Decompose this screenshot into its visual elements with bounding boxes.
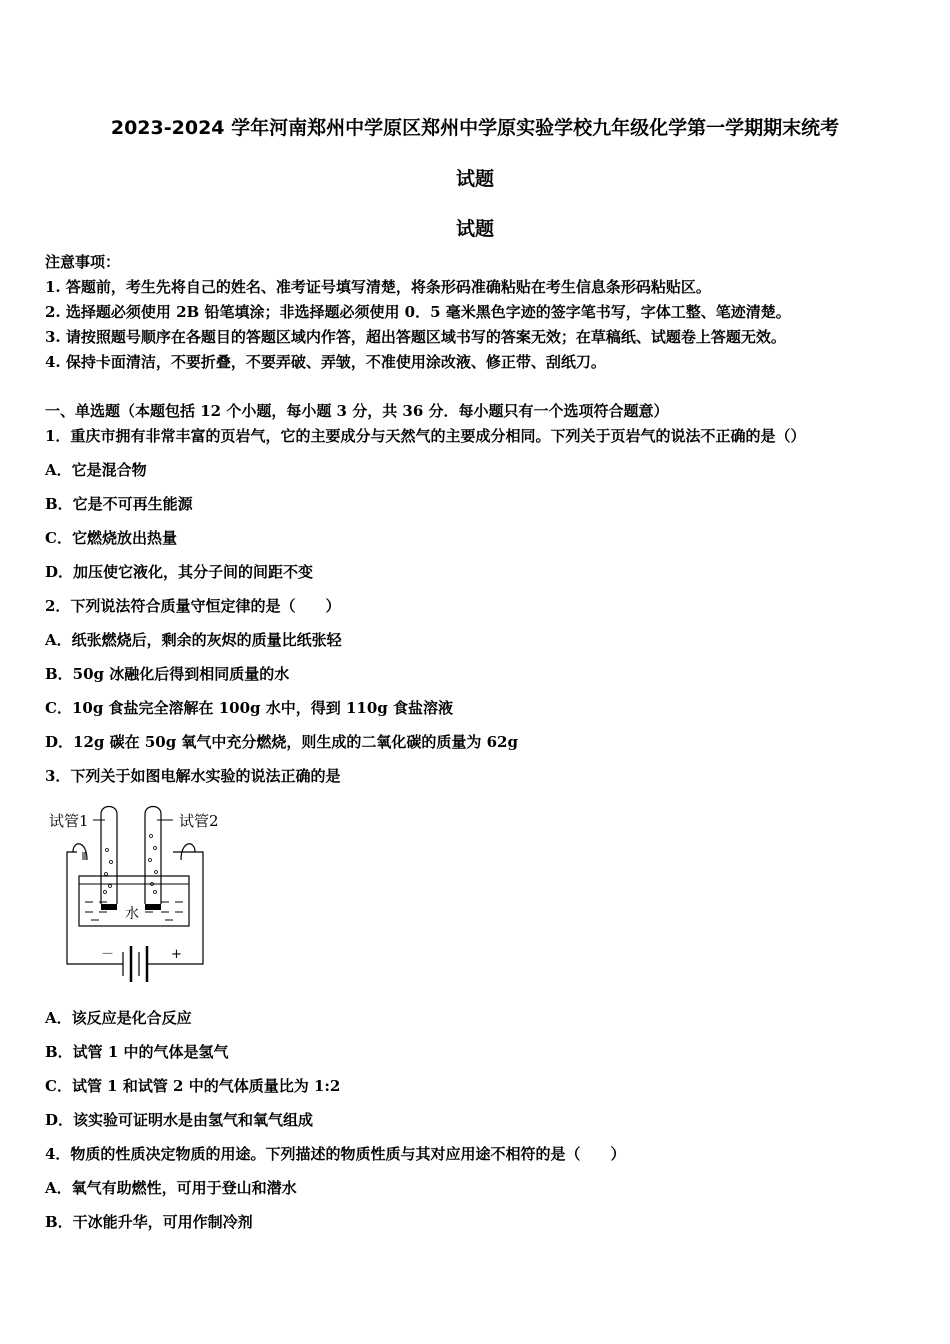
question-4-stem: 4．物质的性质决定物质的用途。下列描述的物质性质与其对应用途不相符的是（ ）: [45, 1145, 626, 1163]
notice-item-3: 3. 请按照题号顺序在各题目的答题区域内作答，超出答题区域书写的答案无效；在草稿纸、试题卷上答题无效。: [45, 328, 786, 346]
question-4-option-a: A．氧气有助燃性，可用于登山和潜水: [45, 1179, 297, 1197]
notice-item-4: 4. 保持卡面清洁，不要折叠，不要弄破、弄皱，不准使用涂改液、修正带、刮纸刀。: [45, 353, 606, 371]
question-3-option-c: C．试管 1 和试管 2 中的气体质量比为 1:2: [45, 1077, 341, 1095]
question-1-option-b: B．它是不可再生能源: [45, 495, 193, 513]
notice-item-1: 1. 答题前，考生先将自己的姓名、准考证号填写清楚，将条形码准确粘贴在考生信息条形码粘贴区。: [45, 278, 711, 296]
page-subtitle: 试题: [455, 218, 494, 240]
page-title-continued: 试题: [455, 168, 494, 190]
plus-sign: +: [171, 947, 182, 962]
water-label: 水: [125, 906, 139, 922]
question-3-option-b: B．试管 1 中的气体是氢气: [45, 1043, 229, 1061]
question-2-option-c: C．10g 食盐完全溶解在 100g 水中，得到 110g 食盐溶液: [45, 699, 454, 717]
question-3-option-d: D．该实验可证明水是由氢气和氧气组成: [45, 1111, 314, 1129]
question-2-option-a: A．纸张燃烧后，剩余的灰烬的质量比纸张轻: [45, 631, 342, 649]
notice-heading: 注意事项：: [45, 253, 121, 271]
question-1-option-d: D．加压使它液化，其分子间的间距不变: [45, 563, 314, 581]
question-2-option-d: D．12g 碳在 50g 氧气中充分燃烧，则生成的二氧化碳的质量为 62g: [45, 733, 518, 751]
page-title: 2023-2024 学年河南郑州中学原区郑州中学原实验学校九年级化学第一学期期末统考: [110, 117, 840, 139]
question-4-option-b: B．干冰能升华，可用作制冷剂: [45, 1213, 253, 1231]
question-3-stem: 3．下列关于如图电解水实验的说法正确的是: [45, 767, 341, 785]
section-heading: 一、单选题（本题包括 12 个小题，每小题 3 分，共 36 分．每小题只有一个选项符合题意）: [45, 402, 669, 420]
tube-2-label: 试管2: [179, 812, 219, 830]
question-1-option-c: C．它燃烧放出热量: [45, 529, 177, 547]
tube-1-label: 试管1: [49, 812, 89, 830]
question-3-option-a: A．该反应是化合反应: [45, 1009, 192, 1027]
minus-sign: －: [101, 947, 115, 962]
question-2-stem: 2．下列说法符合质量守恒定律的是（ ）: [45, 597, 341, 615]
question-2-option-b: B．50g 冰融化后得到相同质量的水: [45, 665, 290, 683]
electrolysis-diagram: [45, 800, 235, 990]
question-1-option-a: A．它是混合物: [45, 461, 147, 479]
question-1-stem: 1．重庆市拥有非常丰富的页岩气，它的主要成分与天然气的主要成分相同。下列关于页岩气的说法不正确的是（）: [45, 427, 806, 445]
notice-item-2: 2. 选择题必须使用 2B 铅笔填涂；非选择题必须使用 0．5 毫米黑色字迹的签字笔书写，字体工整、笔迹清楚。: [45, 303, 791, 321]
